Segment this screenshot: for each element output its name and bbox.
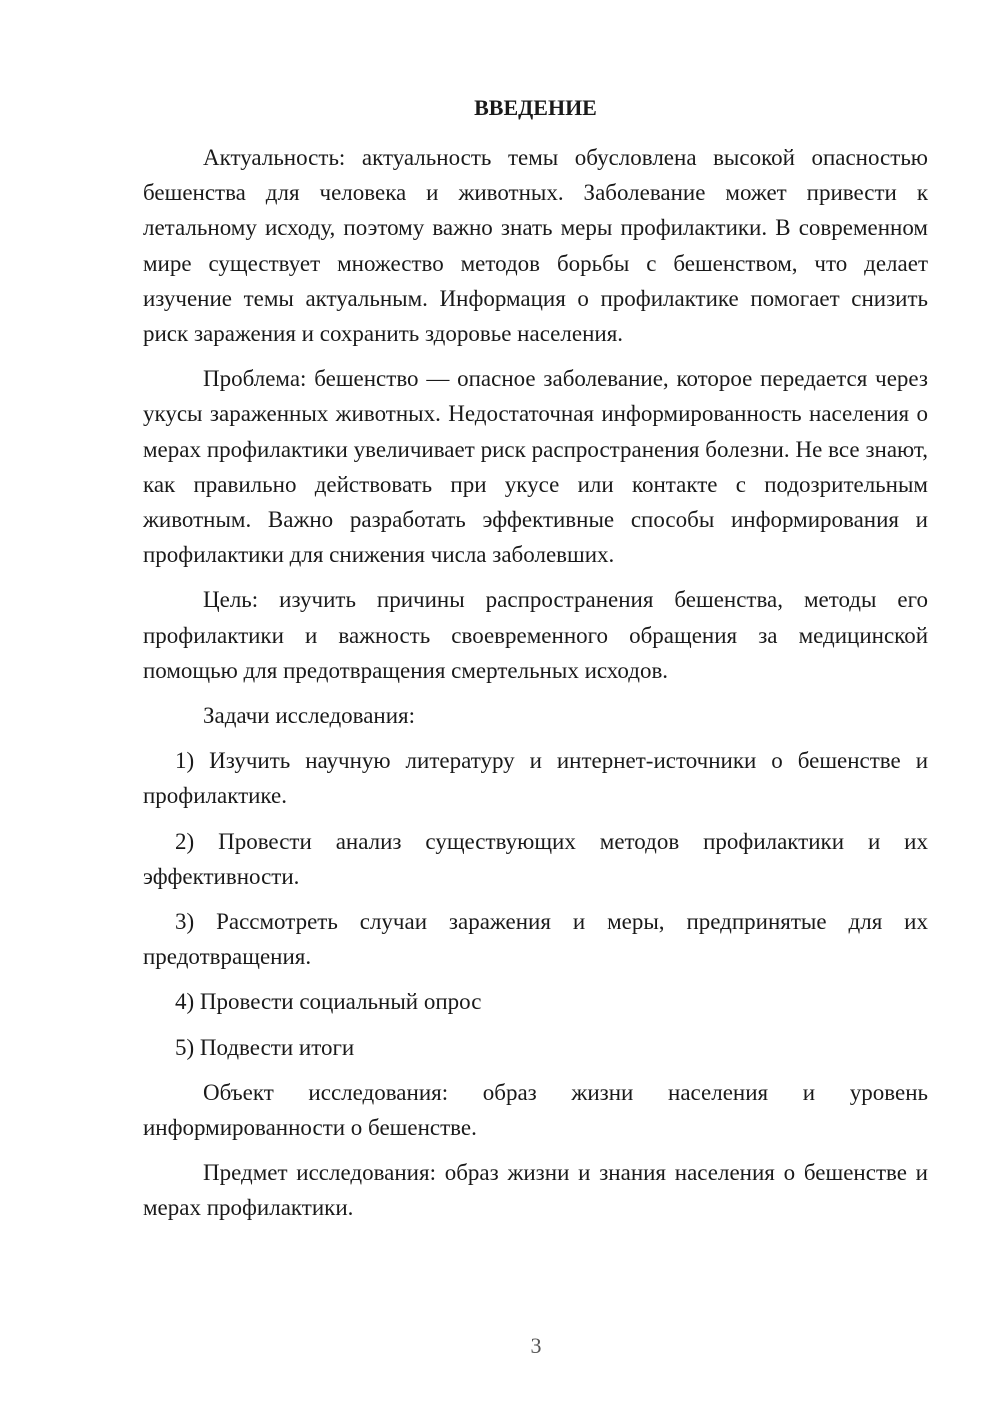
paragraph-problem: Проблема: бешенство — опасное заболевание, которое передается через укусы зараженных животных. Недостаточная информированность населения о мерах профилактики увеличивает риск распространения болезни. Не все знают, как правильно действовать при укусе или контакте с подозрительным животным. Важно разработать эффективные способы информирования и профилактики для снижения числа заболевших. [143,366,928,568]
section-title: ВВЕДЕНИЕ [474,95,597,120]
tasks-heading: Задачи исследования: [203,703,416,729]
task-item-3: 3) Рассмотреть случаи заражения и меры, предпринятые для их предотвращения. [143,909,928,970]
task-item-2: 2) Провести анализ существующих методов профилактики и их эффективности. [143,828,928,889]
task-item-5: 5) Подвести итоги [175,1034,355,1060]
task-item-4: 4) Провести социальный опрос [175,989,482,1015]
paragraph-object: Объект исследования: образ жизни населения и уровень информированности о бешенстве. [143,1079,928,1141]
task-item-1: 1) Изучить научную литературу и интернет-источники о бешенстве и профилактике. [143,748,928,809]
paragraph-subject: Предмет исследования: образ жизни и знания населения о бешенстве и мерах профилактики. [143,1160,928,1221]
document-page [143,92,928,1236]
paragraph-goal: Цель: изучить причины распространения бешенства, методы его профилактики и важность своевременного обращения за медицинской помощью для предотвращения смертельных исходов. [143,587,928,683]
paragraph-relevance: Актуальность: актуальность темы обусловлена высокой опасностью бешенства для человека и животных. Заболевание может привести к летальному исходу, поэтому важно знать меры профилактики. В современном мире существует множество методов борьбы с бешенством, что делает изучение темы актуальным. Информация о профилактике помогает снизить риск заражения и сохранить здоровье населения. [143,145,928,347]
page-number: 3 [530,1333,542,1358]
